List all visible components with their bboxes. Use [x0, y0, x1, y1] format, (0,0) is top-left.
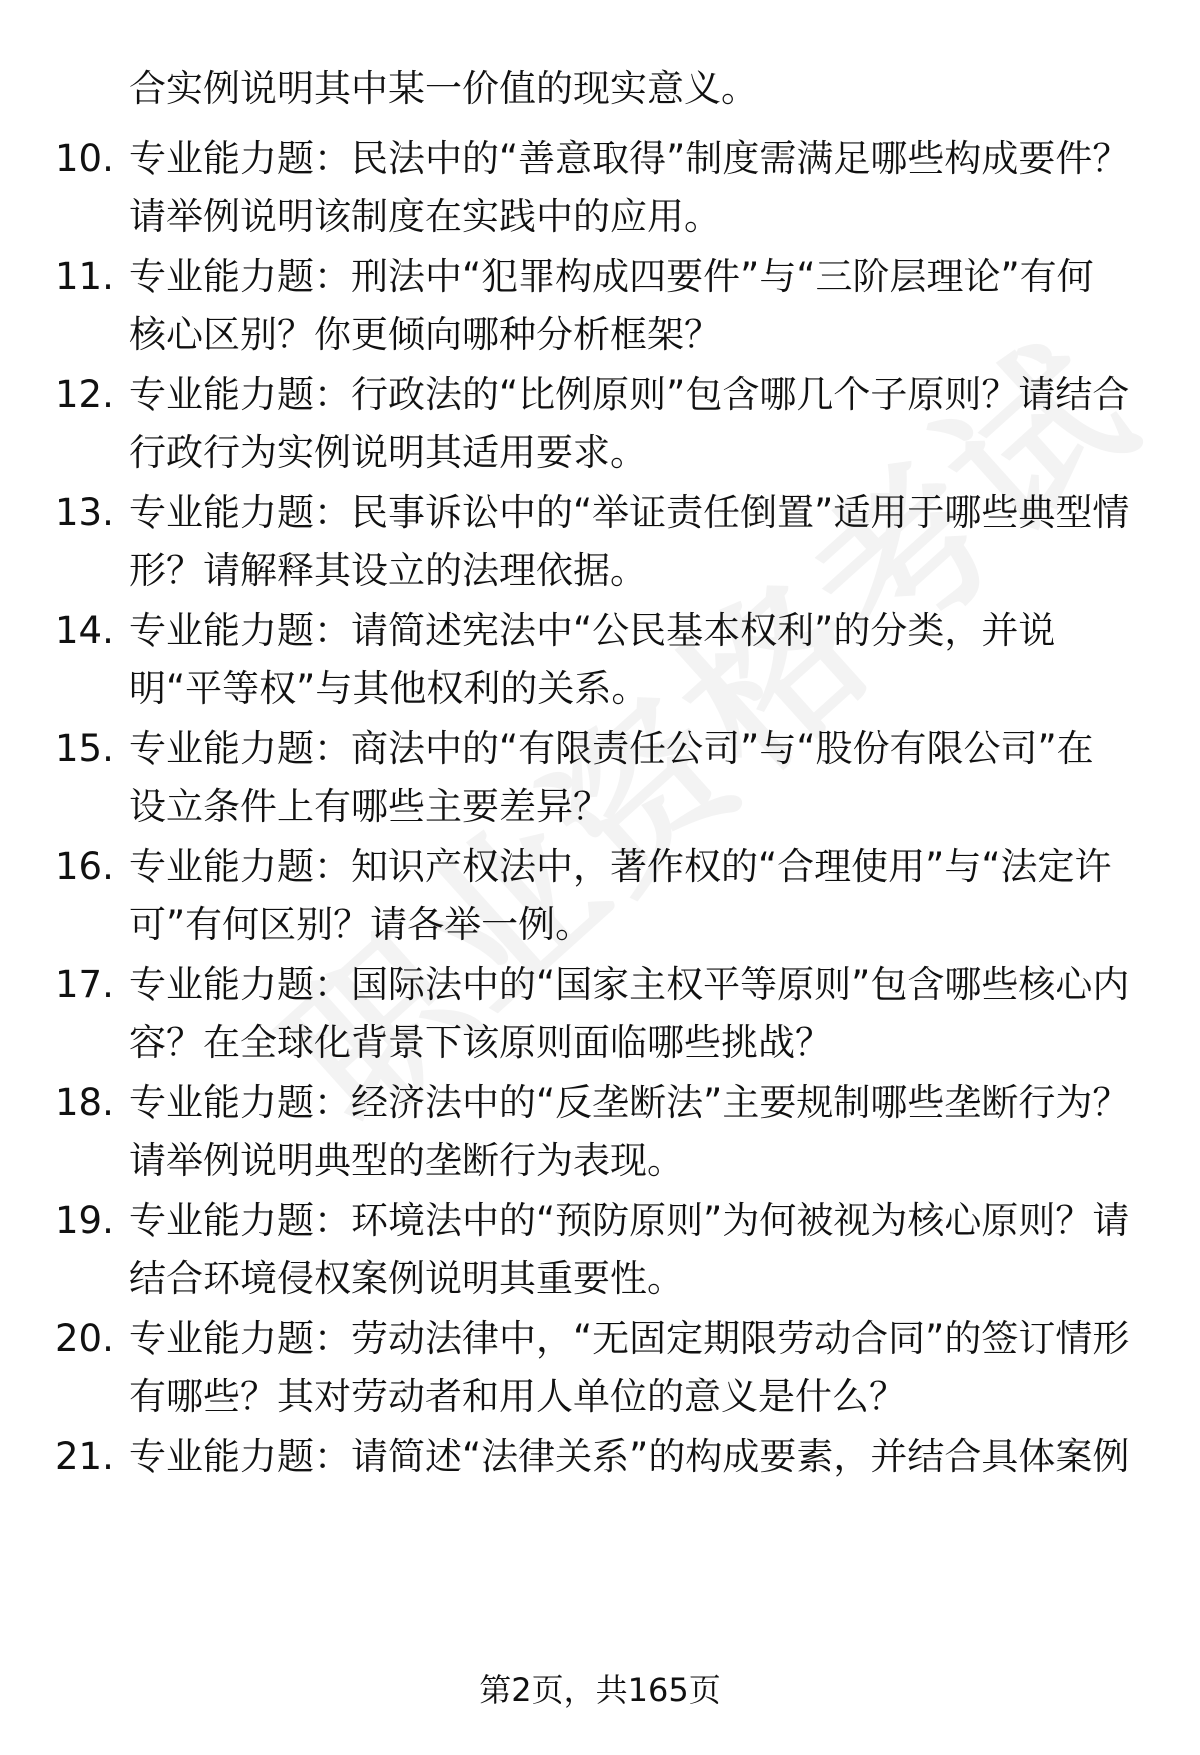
- question-text: [129, 366, 1139, 482]
- question-number: 19.: [55, 1199, 114, 1242]
- page-footer: 第2页，共165页: [479, 1671, 721, 1709]
- question-number: 21.: [55, 1435, 114, 1478]
- question-number: 17.: [55, 963, 114, 1006]
- question-text: [129, 838, 1139, 954]
- question-text: [129, 1074, 1139, 1190]
- question-line: 专业能力题：刑法中“犯罪构成四要件”与“三阶层理论”有何: [129, 255, 1094, 298]
- question-line: 明“平等权”与其他权利的关系。: [129, 667, 649, 710]
- question-text: [129, 602, 1139, 718]
- question-line: 形？请解释其设立的法理依据。: [129, 549, 647, 592]
- question-number: 13.: [55, 491, 114, 534]
- question-line: 请举例说明典型的垄断行为表现。: [129, 1139, 684, 1182]
- question-number: 11.: [55, 255, 114, 298]
- question-line: 专业能力题：国际法中的“国家主权平等原则”包含哪些核心内: [129, 963, 1130, 1006]
- question-number: 18.: [55, 1081, 114, 1124]
- question-line: 核心区别？你更倾向哪种分析框架？: [129, 313, 721, 356]
- question-number: 14.: [55, 609, 114, 652]
- question-line: 专业能力题：劳动法律中，“无固定期限劳动合同”的签订情形: [129, 1317, 1130, 1360]
- question-text: [129, 130, 1139, 246]
- question-line: 专业能力题：民法中的“善意取得”制度需满足哪些构成要件？: [129, 137, 1130, 180]
- question-line: 专业能力题：商法中的“有限责任公司”与“股份有限公司”在: [129, 727, 1094, 770]
- question-text: [129, 956, 1139, 1072]
- question-number: 15.: [55, 727, 114, 770]
- question-number: 16.: [55, 845, 114, 888]
- continuation-text: 合实例说明其中某一价值的现实意义。: [129, 67, 758, 110]
- question-line: 专业能力题：行政法的“比例原则”包含哪几个子原则？请结合: [129, 373, 1130, 416]
- question-line: 专业能力题：请简述宪法中“公民基本权利”的分类，并说: [129, 609, 1056, 652]
- question-line: 请举例说明该制度在实践中的应用。: [129, 195, 721, 238]
- question-text: [129, 720, 1139, 836]
- question-line: 专业能力题：民事诉讼中的“举证责任倒置”适用于哪些典型情: [129, 491, 1130, 534]
- question-line: 容？在全球化背景下该原则面临哪些挑战？: [129, 1021, 832, 1064]
- question-line: 设立条件上有哪些主要差异？: [129, 785, 610, 828]
- question-text: [129, 1428, 1139, 1486]
- question-line: 专业能力题：知识产权法中，著作权的“合理使用”与“法定许: [129, 845, 1112, 888]
- question-number: 12.: [55, 373, 114, 416]
- question-line: 行政行为实例说明其适用要求。: [129, 431, 647, 474]
- question-line: 专业能力题：经济法中的“反垄断法”主要规制哪些垄断行为？: [129, 1081, 1130, 1124]
- question-line: 专业能力题：环境法中的“预防原则”为何被视为核心原则？请: [129, 1199, 1130, 1242]
- question-item: [0, 1428, 1200, 1498]
- question-line: 专业能力题：请简述“法律关系”的构成要素，并结合具体案例: [129, 1435, 1130, 1478]
- question-text: [129, 1310, 1139, 1426]
- question-number: 20.: [55, 1317, 114, 1360]
- question-line: 结合环境侵权案例说明其重要性。: [129, 1257, 684, 1300]
- question-line: 有哪些？其对劳动者和用人单位的意义是什么？: [129, 1375, 906, 1418]
- question-text: [129, 484, 1139, 600]
- question-number: 10.: [55, 137, 114, 180]
- question-line: 可”有何区别？请各举一例。: [129, 903, 593, 946]
- question-text: [129, 248, 1139, 364]
- question-text: [129, 1192, 1139, 1308]
